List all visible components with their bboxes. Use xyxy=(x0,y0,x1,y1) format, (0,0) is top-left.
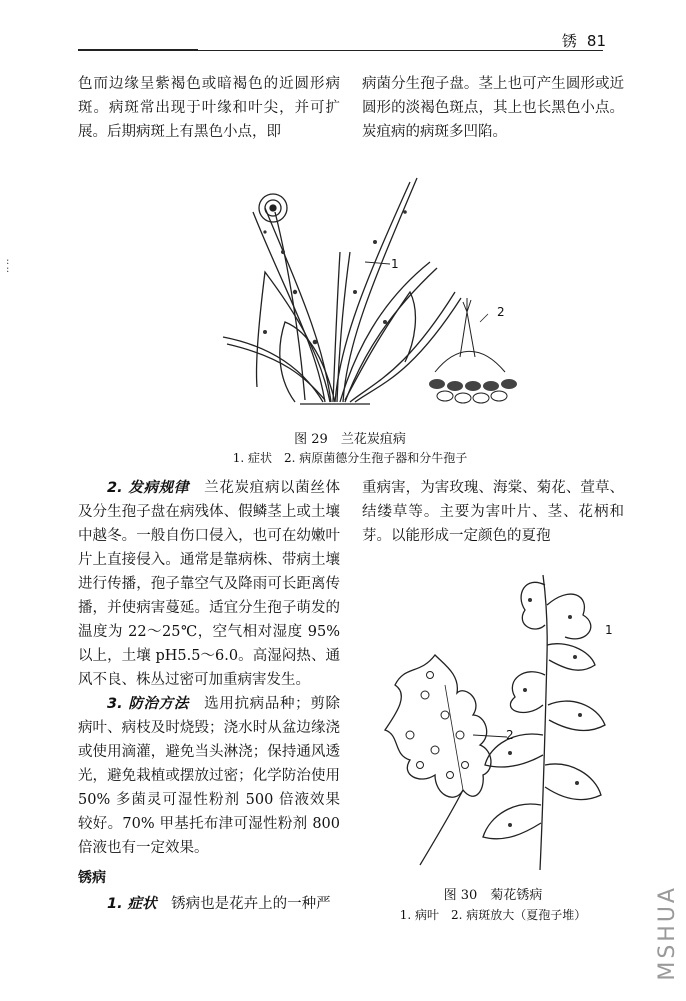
figure29-subcaption: 1. 症状 2. 病原菌德分生孢子器和分牛孢子 xyxy=(232,451,468,465)
lower-left-column xyxy=(78,476,340,916)
figure29-label-1: 1 xyxy=(391,257,399,271)
header-rule xyxy=(78,50,603,51)
figure30-illustration xyxy=(365,565,635,875)
lower-right-paragraph xyxy=(362,476,624,548)
figure30-caption: 图 30 菊花锈病 xyxy=(443,888,543,903)
figure29-illustration xyxy=(205,172,535,412)
control-heading: 3. 防治方法 xyxy=(107,696,189,712)
paragraph-symptom xyxy=(78,892,340,916)
figure29-label-2: 2 xyxy=(497,305,505,319)
occurrence-body: 兰花炭疽病以菌丝体及分生孢子盘在病残体、假鳞茎上或土壤中越冬。一般自伤口侵入，也可在幼嫩叶片上直接侵入。通常是靠病株、带病土壤进行传播，孢子靠空气及降雨可长距离传播，并使病害蔓延。适宜分生孢子萌发的温度为 22～25℃，空气相对湿度 95% 以上，土壤 pH5.5～6.0。高湿闷热、通风不良、株丛过密可加重病害发生。 xyxy=(78,480,340,688)
occurrence-heading: 2. 发病规律 xyxy=(107,480,189,496)
paragraph-control xyxy=(78,692,340,860)
paragraph-occurrence xyxy=(78,476,340,692)
section-title-rust: 锈病 xyxy=(78,870,106,886)
top-right-paragraph xyxy=(362,72,624,144)
top-right-text: 病菌分生孢子盘。茎上也可产生圆形或近圆形的淡褐色斑点，其上也长黑色小点。炭疽病的病斑多凹陷。 xyxy=(362,76,624,140)
figure30-label-1: 1 xyxy=(605,623,613,637)
page-number: 81 xyxy=(586,32,606,50)
figure29-caption: 图 29 兰花炭疽病 xyxy=(294,432,406,447)
lower-right-text: 重病害，为害玫瑰、海棠、菊花、萱草、结缕草等。主要为害叶片、茎、花柄和芽。以能形成一定颜色的夏孢 xyxy=(362,480,624,544)
symptom-heading: 1. 症状 xyxy=(107,896,157,912)
symptom-body: 锈病也是花卉上的一种严 xyxy=(156,896,331,912)
margin-mark: : : xyxy=(6,256,10,275)
figure30-subcaption: 1. 病叶 2. 病斑放大（夏孢子堆） xyxy=(399,908,587,922)
running-head xyxy=(562,30,606,51)
watermark: MSHUA xyxy=(655,885,680,981)
chapter-title: 锈 xyxy=(561,32,583,50)
top-left-text: 色而边缘呈紫褐色或暗褐色的近圆形病斑。病斑常出现于叶缘和叶尖，并可扩展。后期病斑上有黑色小点，即 xyxy=(78,76,340,140)
control-body: 选用抗病品种；剪除病叶、病枝及时烧毁；浇水时从盆边缘浇或使用滴灌，避免当头淋浇；保持通风透光，避免栽植或摆放过密；化学防治使用 50% 多菌灵可湿性粉剂 500 倍液效果较好。70% 甲基托布津可湿性粉剂 800 倍液也有一定效果。 xyxy=(78,696,340,856)
top-left-paragraph xyxy=(78,72,340,144)
figure30-label-2: 2 xyxy=(506,728,514,742)
